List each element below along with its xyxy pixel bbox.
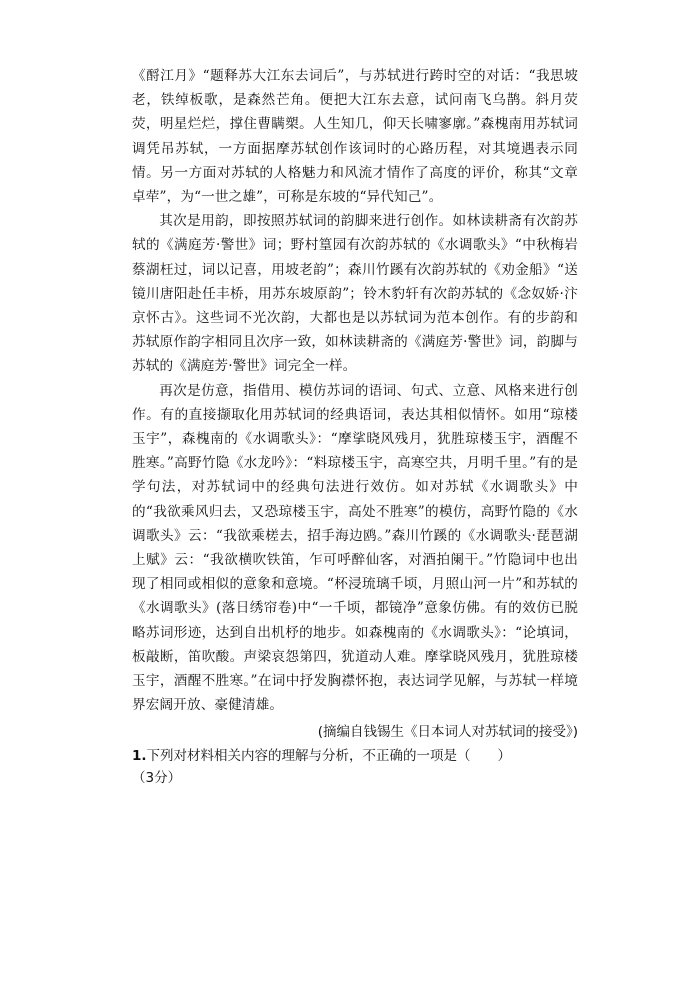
source-citation: (摘编自钱锡生《日本词人对苏轼词的接受》) <box>317 724 578 741</box>
question-1 <box>132 745 578 789</box>
question-number: 1. <box>132 748 147 765</box>
question-score: （3分） <box>132 770 182 787</box>
passage-paragraph-2: 其次是用韵，即按照苏轼词的韵脚来进行创作。如林读耕斋有次韵苏轼的《满庭芳·警世》词；野村篁园有次韵苏轼的《水调歌头》“中秋梅岩蔡湖枉过，词以记喜，用坡老韵”；森川竹蹊有次韵苏轼的《劝金船》“送镜川唐阳赴任丰桥，用苏东坡原韵”；铃木豹轩有次韵苏轼的《念奴娇·汴京怀古》。这些词不光次韵，大都也是以苏轼词为范本创作。有的步韵和苏轼原作韵字相同且次序一致，如林读耕斋的《满庭芳·警世》词，韵脚与苏轼的《满庭芳·警世》词完全一样。 <box>132 213 578 375</box>
passage-paragraph-3: 再次是仿意，指借用、模仿苏词的语词、句式、立意、风格来进行创作。有的直接撷取化用苏轼词的经典语词，表达其相似情怀。如用“琼楼玉宇”，森槐南的《水调歌头》：“摩挲晓风残月，犹胜琼楼玉宇，酒醒不胜寒。”高野竹隐《水龙吟》：“料琼楼玉宇，高寒空共，月明千里。”有的是学句法，对苏轼词中的经典句法进行效仿。如对苏轼《水调歌头》中的“我欲乘风归去，又恐琼楼玉宇，高处不胜寒”的模仿，高野竹隐的《水调歌头》云：“我欲乘槎去，招手海边鸥。”森川竹蹊的《水调歌头·琵琶湖上赋》云：“我欲横吹铁笛，乍可呼醉仙客，对酒拍阑干。”竹隐词中也出现了相同或相似的意象和意境。“杯浸琉璃千顷，月照山河一片”和苏轼的《水调歌头》(落日绣帘卷)中“一千顷，都镜净”意象仿佛。有的效仿已脱略苏词形迹，达到自出机杼的地步。如森槐南的《水调歌头》：“论填词，板敲断，笛吹酸。声梁哀怨第四，犹道动人难。摩挲晓风残月，犹胜琼楼玉宇，酒醒不胜寒。”在词中抒发胸襟怀抱，表达词学见解，与苏轼一样境界宏阔开放、豪健清雄。 <box>132 382 578 714</box>
reading-passage <box>132 64 578 789</box>
question-text: 下列对材料相关内容的理解与分析，不正确的一项是（ ） <box>146 748 512 765</box>
passage-paragraph-1: 《酹江月》“题释苏大江东去词后”，与苏轼进行跨时空的对话：“我思坡老，铁绰板歌，是森然芒角。便把大江东去意，试问南飞乌鹊。斜月荧荧，明星烂烂，撑住曹瞒槊。人生知几，仰天长啸寥廓。”森槐南用苏轼词调凭吊苏轼，一方面据摩苏轼创作该词时的心路历程，对其境遇表示同情。另一方面对苏轼的人格魅力和风流才情作了高度的评价，称其“文章卓荦”，为“一世之雄”，可称是东坡的“异代知己”。 <box>132 68 578 206</box>
